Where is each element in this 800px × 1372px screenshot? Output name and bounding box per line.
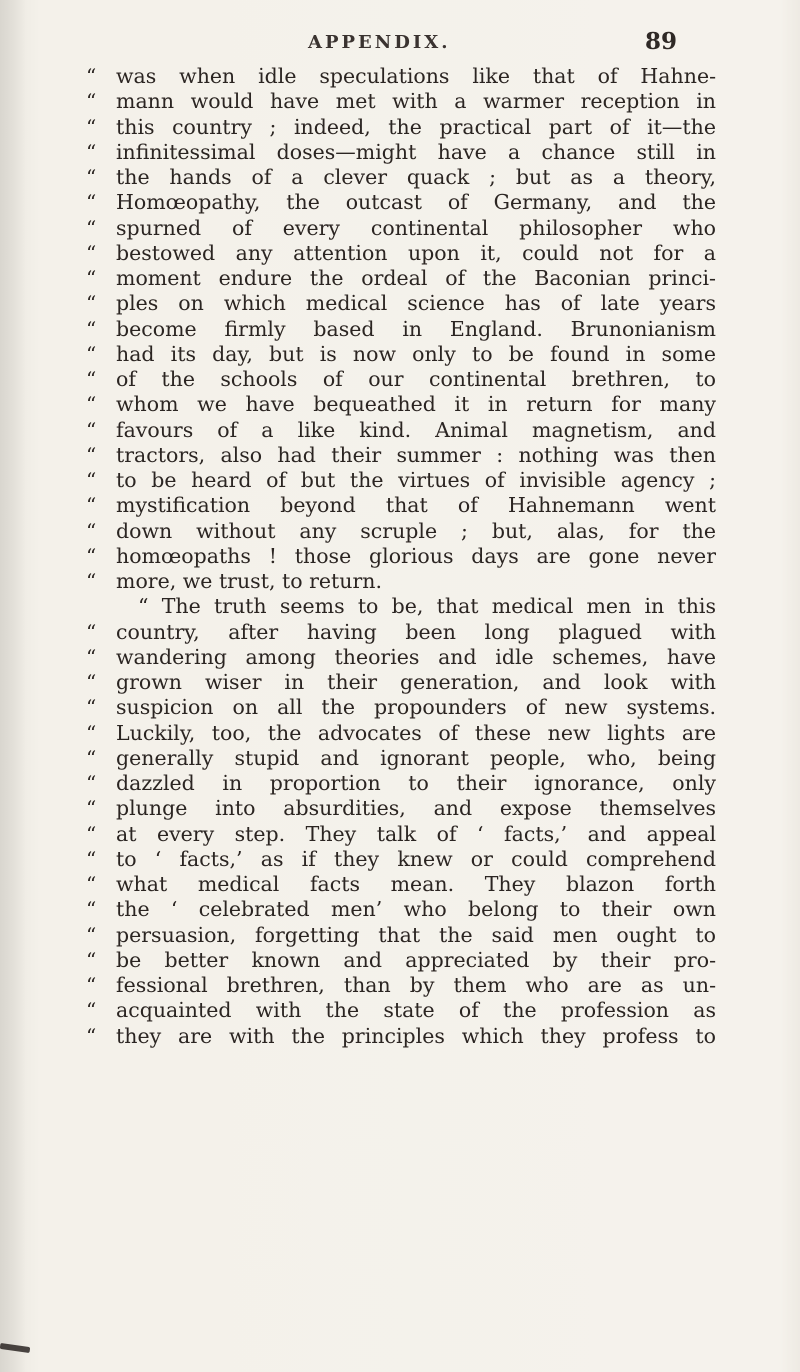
text-line — [86, 569, 716, 594]
text-line — [86, 291, 716, 316]
text-line — [86, 695, 716, 720]
text-line — [86, 771, 716, 796]
line-text: favours of a like kind. Animal magnetism, and — [116, 417, 716, 442]
text-line — [86, 847, 716, 872]
text-line — [86, 64, 716, 89]
text-line — [86, 468, 716, 493]
line-text: “ The truth seems to be, that medical men in this — [138, 594, 716, 619]
text-line — [86, 796, 716, 821]
line-text: moment endure the ordeal of the Baconian princi- — [116, 266, 716, 290]
quote-mark: “ — [86, 89, 97, 114]
line-text: tractors, also had their summer : nothing was then — [116, 442, 716, 467]
quote-mark: “ — [86, 821, 97, 846]
line-text: of the schools of our continental brethren, to — [116, 367, 716, 391]
line-text: become firmly based in England. Brunonianism — [116, 316, 716, 341]
line-text: this country ; indeed, the practical part of it—the — [116, 114, 716, 139]
line-text: country, after having been long plagued with — [116, 619, 716, 644]
text-line — [86, 140, 716, 165]
line-text: dazzled in proportion to their ignorance, only — [116, 771, 716, 795]
quote-mark: “ — [86, 468, 97, 492]
quote-mark: “ — [86, 872, 97, 896]
line-text: to ‘ facts,’ as if they knew or could comprehend — [116, 846, 716, 871]
line-text: the ‘ celebrated men’ who belong to their own — [116, 897, 716, 922]
quote-mark: “ — [86, 493, 97, 518]
line-text: mann would have met with a warmer reception in — [116, 89, 716, 114]
text-line — [86, 190, 716, 215]
text-line — [86, 897, 716, 922]
quote-mark: “ — [86, 114, 97, 139]
text-line — [86, 115, 716, 140]
text-line — [86, 493, 716, 518]
text-line — [86, 948, 716, 973]
spine-shadow — [0, 0, 26, 1372]
quote-mark: “ — [86, 745, 97, 770]
line-text: fessional brethren, than by them who are as un- — [116, 973, 716, 997]
quote-mark: “ — [86, 720, 97, 745]
quote-mark: “ — [86, 973, 97, 997]
text-line — [86, 1024, 716, 1049]
quote-mark: “ — [86, 165, 97, 189]
line-text: to be heard of but the virtues of invisible agency ; — [116, 468, 716, 492]
quote-mark: “ — [86, 392, 97, 417]
quote-mark: “ — [86, 846, 97, 871]
line-text: bestowed any attention upon it, could not for a — [116, 240, 716, 265]
line-text: ples on which medical science has of late years — [116, 291, 716, 316]
line-text: the hands of a clever quack ; but as a theory, — [116, 165, 716, 189]
quote-mark: “ — [86, 796, 97, 821]
text-line — [86, 923, 716, 948]
quote-mark: “ — [86, 190, 97, 215]
body-text — [86, 64, 716, 1049]
quote-mark: “ — [86, 266, 97, 290]
quote-mark: “ — [86, 215, 97, 240]
line-text: wandering among theories and idle schemes, have — [116, 644, 716, 669]
quote-mark: “ — [86, 64, 97, 88]
text-line — [86, 342, 716, 367]
line-text: suspicion on all the propounders of new systems. — [116, 695, 716, 720]
line-text: Luckily, too, the advocates of these new lights are — [116, 720, 716, 745]
line-text: more, we trust, to return. — [116, 569, 382, 593]
quote-mark: “ — [86, 518, 97, 543]
text-line — [86, 392, 716, 417]
quote-mark: “ — [86, 291, 97, 316]
line-text: what medical facts mean. They blazon forth — [116, 872, 716, 896]
quote-mark: “ — [86, 619, 97, 644]
quote-mark: “ — [86, 543, 97, 568]
text-line — [86, 165, 716, 190]
line-text: down without any scruple ; but, alas, for the — [116, 518, 716, 543]
line-text: infinitessimal doses—might have a chance still in — [116, 139, 716, 164]
text-line — [86, 266, 716, 291]
line-text: homœopaths ! those glorious days are gone never — [116, 543, 716, 568]
text-line — [86, 241, 716, 266]
line-text: be better known and appreciated by their pro- — [116, 947, 716, 972]
quote-mark: “ — [86, 139, 97, 164]
text-line — [86, 544, 716, 569]
quote-mark: “ — [86, 569, 97, 593]
page-number: 89 — [645, 28, 678, 55]
quote-mark: “ — [86, 442, 97, 467]
quote-mark: “ — [86, 897, 97, 922]
line-text: whom we have bequeathed it in return for many — [116, 392, 716, 417]
text-line — [86, 645, 716, 670]
page-header — [0, 30, 800, 60]
line-text: plunge into absurdities, and expose themselves — [116, 796, 716, 821]
text-line — [86, 746, 716, 771]
text-line — [86, 998, 716, 1023]
quote-mark: “ — [86, 240, 97, 265]
quote-mark: “ — [86, 695, 97, 720]
text-line — [86, 367, 716, 392]
text-line — [86, 670, 716, 695]
line-text: they are with the principles which they profess to — [116, 1023, 716, 1048]
text-line — [86, 443, 716, 468]
text-line — [86, 973, 716, 998]
line-text: generally stupid and ignorant people, who, being — [116, 745, 716, 770]
line-text: was when idle speculations like that of Hahne- — [116, 64, 716, 88]
quote-mark: “ — [86, 644, 97, 669]
quote-mark: “ — [86, 341, 97, 366]
line-text: persuasion, forgetting that the said men ought to — [116, 922, 716, 947]
text-line — [86, 216, 716, 241]
quote-mark: “ — [86, 998, 97, 1023]
running-head: APPENDIX. — [308, 32, 451, 53]
quote-mark: “ — [86, 771, 97, 795]
quote-mark: “ — [86, 316, 97, 341]
quote-mark: “ — [86, 922, 97, 947]
quote-mark: “ — [86, 367, 97, 391]
quote-mark: “ — [86, 1023, 97, 1048]
text-line — [86, 519, 716, 544]
quote-mark: “ — [86, 670, 97, 694]
line-text: spurned of every continental philosopher who — [116, 215, 716, 240]
text-line — [86, 872, 716, 897]
line-text: acquainted with the state of the profession as — [116, 998, 716, 1023]
line-text: mystification beyond that of Hahnemann went — [116, 493, 716, 518]
text-line — [86, 317, 716, 342]
quote-mark: “ — [86, 417, 97, 442]
line-text: at every step. They talk of ‘ facts,’ and appeal — [116, 821, 716, 846]
text-line — [86, 620, 716, 645]
text-line — [86, 418, 716, 443]
line-text: Homœopathy, the outcast of Germany, and the — [116, 190, 716, 215]
line-text: had its day, but is now only to be found in some — [116, 341, 716, 366]
text-line — [86, 721, 716, 746]
text-line — [86, 89, 716, 114]
text-line — [86, 594, 716, 619]
line-text: grown wiser in their generation, and look with — [116, 670, 716, 694]
text-line — [86, 822, 716, 847]
quote-mark: “ — [86, 947, 97, 972]
